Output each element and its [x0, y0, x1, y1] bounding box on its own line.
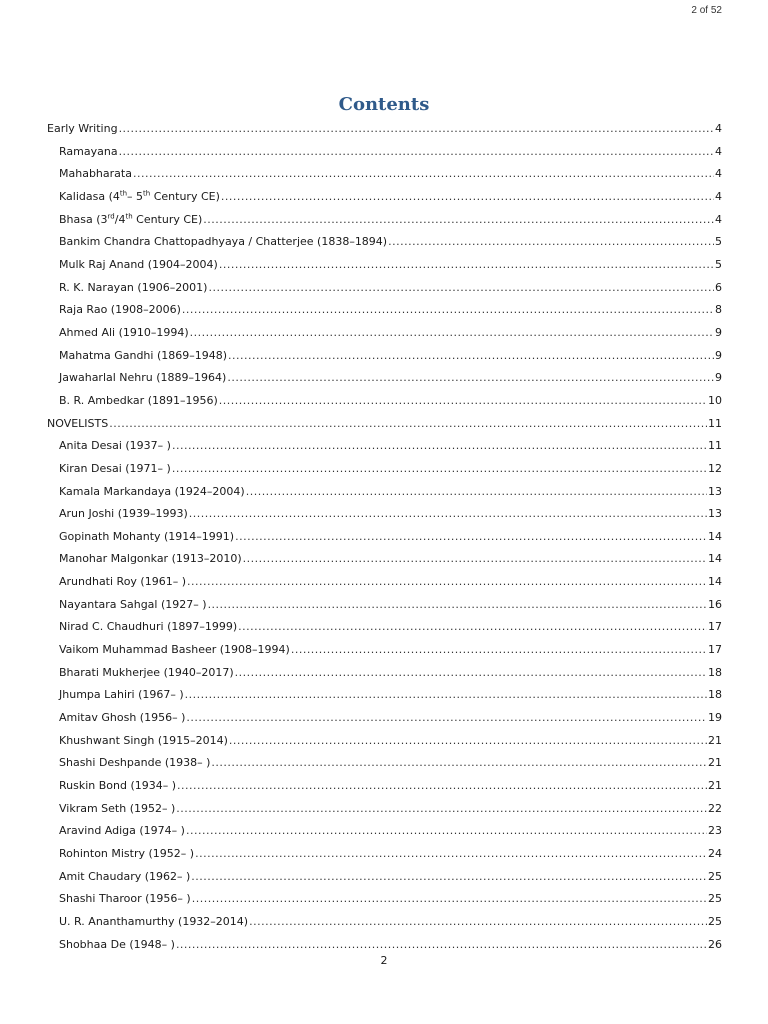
toc-entry-label: Nirad C. Chaudhuri (1897–1999) — [59, 620, 238, 634]
toc-entry-page: 16 — [708, 597, 722, 611]
toc-entry-label: Arundhati Roy (1961– ) — [59, 575, 187, 589]
toc-entry[interactable] — [47, 458, 722, 481]
toc-entry[interactable] — [47, 277, 722, 300]
toc-entry-label: Anita Desai (1937– ) — [59, 439, 171, 453]
toc-dot-leader — [211, 752, 707, 775]
toc-entry-page: 10 — [708, 393, 722, 407]
toc-dot-leader — [235, 662, 707, 685]
toc-dot-leader — [192, 888, 707, 911]
toc-entry-page: 9 — [715, 325, 722, 339]
toc-dot-leader — [388, 231, 714, 254]
toc-entry-page: 11 — [708, 416, 722, 430]
toc-entry-label: Shobhaa De (1948– ) — [59, 937, 175, 951]
toc-entry[interactable] — [47, 413, 722, 436]
toc-title: Contents — [338, 94, 430, 115]
toc-entry-label: Ahmed Ali (1910–1994) — [59, 325, 189, 339]
toc-entry-label: Ruskin Bond (1934– ) — [59, 779, 177, 793]
toc-entry[interactable] — [47, 775, 722, 798]
toc-entry-page: 4 — [715, 167, 722, 181]
toc-entry-label: Amitav Ghosh (1956– ) — [59, 711, 186, 725]
toc-dot-leader — [182, 299, 714, 322]
toc-entry-page: 9 — [715, 348, 722, 362]
toc-entry-page: 9 — [715, 371, 722, 385]
toc-dot-leader — [228, 345, 714, 368]
toc-dot-leader — [172, 458, 707, 481]
toc-entry[interactable] — [47, 934, 722, 957]
toc-entry-page: 22 — [708, 801, 722, 815]
toc-entry-page: 21 — [708, 756, 722, 770]
toc-dot-leader — [189, 503, 707, 526]
toc-entry[interactable] — [47, 526, 722, 549]
toc-dot-leader — [249, 911, 707, 934]
toc-entry-page: 4 — [715, 212, 722, 226]
toc-dot-leader — [243, 548, 707, 571]
toc-entry-label: Early Writing — [47, 122, 118, 135]
toc-entry-page: 19 — [708, 711, 722, 725]
toc-entry-label: Bharati Mukherjee (1940–2017) — [59, 665, 234, 679]
toc-entry-label: Arun Joshi (1939–1993) — [59, 507, 188, 521]
toc-dot-leader — [177, 775, 707, 798]
toc-entry-page: 25 — [708, 892, 722, 906]
toc-entry-page: 12 — [708, 461, 722, 475]
toc-entry-label: Kiran Desai (1971– ) — [59, 461, 171, 475]
toc-dot-leader — [190, 322, 714, 345]
toc-dot-leader — [203, 209, 714, 232]
toc-entry-page: 23 — [708, 824, 722, 838]
toc-entry-page: 18 — [708, 665, 722, 679]
toc-entry-label: Bhasa (3rd/4th Century CE) — [59, 211, 203, 226]
toc-dot-leader — [172, 435, 707, 458]
toc-entry[interactable] — [47, 730, 722, 753]
toc-entry-label: Vaikom Muhammad Basheer (1908–1994) — [59, 643, 290, 657]
toc-dot-leader — [119, 141, 714, 164]
toc-entry[interactable] — [47, 684, 722, 707]
toc-dot-leader — [185, 684, 707, 707]
toc-entry-page: 24 — [708, 847, 722, 860]
toc-entry[interactable] — [47, 911, 722, 934]
page-indicator: 2 of 52 — [691, 5, 722, 16]
toc-entry-label: Kamala Markandaya (1924–2004) — [59, 484, 245, 498]
toc-entry[interactable] — [47, 888, 722, 911]
toc-dot-leader — [186, 707, 707, 730]
toc-dot-leader — [246, 481, 707, 504]
toc-entry[interactable] — [47, 503, 722, 526]
toc-entry[interactable] — [47, 254, 722, 277]
toc-dot-leader — [109, 413, 707, 436]
toc-dot-leader — [119, 118, 714, 141]
toc-entry-label: B. R. Ambedkar (1891–1956) — [59, 393, 218, 407]
toc-entry-label: Mahabharata — [59, 167, 132, 181]
table-of-contents — [47, 118, 722, 956]
toc-entry[interactable] — [47, 186, 722, 209]
toc-entry-page: 25 — [708, 869, 722, 883]
toc-entry-page: 21 — [708, 733, 722, 747]
toc-entry[interactable] — [47, 571, 722, 594]
toc-entry[interactable] — [47, 118, 722, 141]
toc-dot-leader — [133, 163, 714, 186]
toc-entry-page: 6 — [715, 280, 722, 294]
toc-entry[interactable] — [47, 548, 722, 571]
toc-entry-label: Manohar Malgonkar (1913–2010) — [59, 552, 242, 566]
toc-entry-page: 21 — [708, 779, 722, 793]
toc-entry-label: U. R. Ananthamurthy (1932–2014) — [59, 914, 249, 928]
toc-entry[interactable] — [47, 752, 722, 775]
toc-entry-page: 17 — [708, 620, 722, 634]
toc-entry[interactable] — [47, 435, 722, 458]
toc-dot-leader — [195, 843, 707, 866]
toc-entry-page: 4 — [715, 144, 722, 158]
toc-entry[interactable] — [47, 481, 722, 504]
toc-entry-label: Shashi Tharoor (1956– ) — [59, 892, 191, 906]
toc-entry[interactable] — [47, 231, 722, 254]
toc-dot-leader — [176, 934, 707, 957]
toc-entry-label: R. K. Narayan (1906–2001) — [59, 280, 208, 294]
toc-entry-label: Nayantara Sahgal (1927– ) — [59, 597, 207, 611]
toc-entry-page: 5 — [715, 257, 722, 271]
toc-entry[interactable] — [47, 367, 722, 390]
toc-entry-page: 14 — [708, 552, 722, 566]
toc-entry-page: 13 — [708, 507, 722, 521]
toc-entry-page: 26 — [708, 937, 722, 951]
toc-entry-label: Khushwant Singh (1915–2014) — [59, 733, 228, 747]
toc-entry[interactable] — [47, 322, 722, 345]
toc-entry[interactable] — [47, 866, 722, 889]
toc-entry-page: 13 — [708, 484, 722, 498]
toc-entry-page: 25 — [708, 914, 722, 928]
toc-entry[interactable] — [47, 345, 722, 368]
toc-entry-label: Raja Rao (1908–2006) — [59, 303, 181, 317]
toc-entry-page: 8 — [715, 303, 722, 317]
toc-entry[interactable] — [47, 843, 722, 866]
toc-entry[interactable] — [47, 820, 722, 843]
toc-dot-leader — [235, 526, 707, 549]
footer-page-number: 2 — [380, 954, 388, 967]
toc-entry[interactable] — [47, 209, 722, 232]
toc-entry-page: 18 — [708, 688, 722, 702]
toc-entry-label: Bankim Chandra Chattopadhyaya / Chatterjee (1838–1894) — [59, 235, 388, 249]
toc-entry[interactable] — [47, 639, 722, 662]
toc-entry[interactable] — [47, 141, 722, 164]
toc-entry-label: NOVELISTS — [47, 416, 109, 430]
toc-entry-label: Jawaharlal Nehru (1889–1964) — [59, 371, 227, 385]
toc-dot-leader — [219, 390, 707, 413]
toc-entry-label: Gopinath Mohanty (1914–1991) — [59, 529, 235, 543]
toc-entry[interactable] — [47, 390, 722, 413]
toc-entry-label: Kalidasa (4th– 5th Century CE) — [59, 189, 220, 203]
toc-entry-label: Jhumpa Lahiri (1967– ) — [59, 688, 184, 702]
toc-entry-label: Vikram Seth (1952– ) — [59, 801, 176, 815]
toc-dot-leader — [221, 186, 714, 209]
toc-dot-leader — [229, 730, 707, 753]
toc-entry-page: 17 — [708, 643, 722, 657]
toc-dot-leader — [219, 254, 714, 277]
toc-entry-page: 4 — [715, 122, 722, 135]
toc-entry-page: 5 — [715, 235, 722, 249]
toc-dot-leader — [176, 798, 707, 821]
toc-dot-leader — [208, 594, 707, 617]
toc-entry-page: 11 — [708, 439, 722, 453]
toc-dot-leader — [238, 616, 707, 639]
toc-entry-page: 4 — [715, 189, 722, 203]
toc-dot-leader — [191, 866, 707, 889]
toc-entry[interactable] — [47, 662, 722, 685]
toc-dot-leader — [208, 277, 714, 300]
toc-dot-leader — [186, 820, 707, 843]
toc-entry[interactable] — [47, 707, 722, 730]
toc-entry[interactable] — [47, 163, 722, 186]
toc-entry-page: 14 — [708, 529, 722, 543]
toc-entry[interactable] — [47, 616, 722, 639]
toc-dot-leader — [227, 367, 714, 390]
toc-entry-label: Amit Chaudary (1962– ) — [59, 869, 191, 883]
toc-entry-label: Mulk Raj Anand (1904–2004) — [59, 257, 218, 271]
toc-entry-page: 14 — [708, 575, 722, 589]
toc-entry-label: Ramayana — [59, 144, 118, 158]
toc-entry-label: Rohinton Mistry (1952– ) — [59, 847, 195, 860]
toc-entry-label: Shashi Deshpande (1938– ) — [59, 756, 211, 770]
toc-entry[interactable] — [47, 594, 722, 617]
toc-entry[interactable] — [47, 798, 722, 821]
toc-entry-label: Mahatma Gandhi (1869–1948) — [59, 348, 228, 362]
toc-entry-label: Aravind Adiga (1974– ) — [59, 824, 185, 838]
toc-dot-leader — [291, 639, 707, 662]
toc-dot-leader — [187, 571, 707, 594]
toc-entry[interactable] — [47, 299, 722, 322]
